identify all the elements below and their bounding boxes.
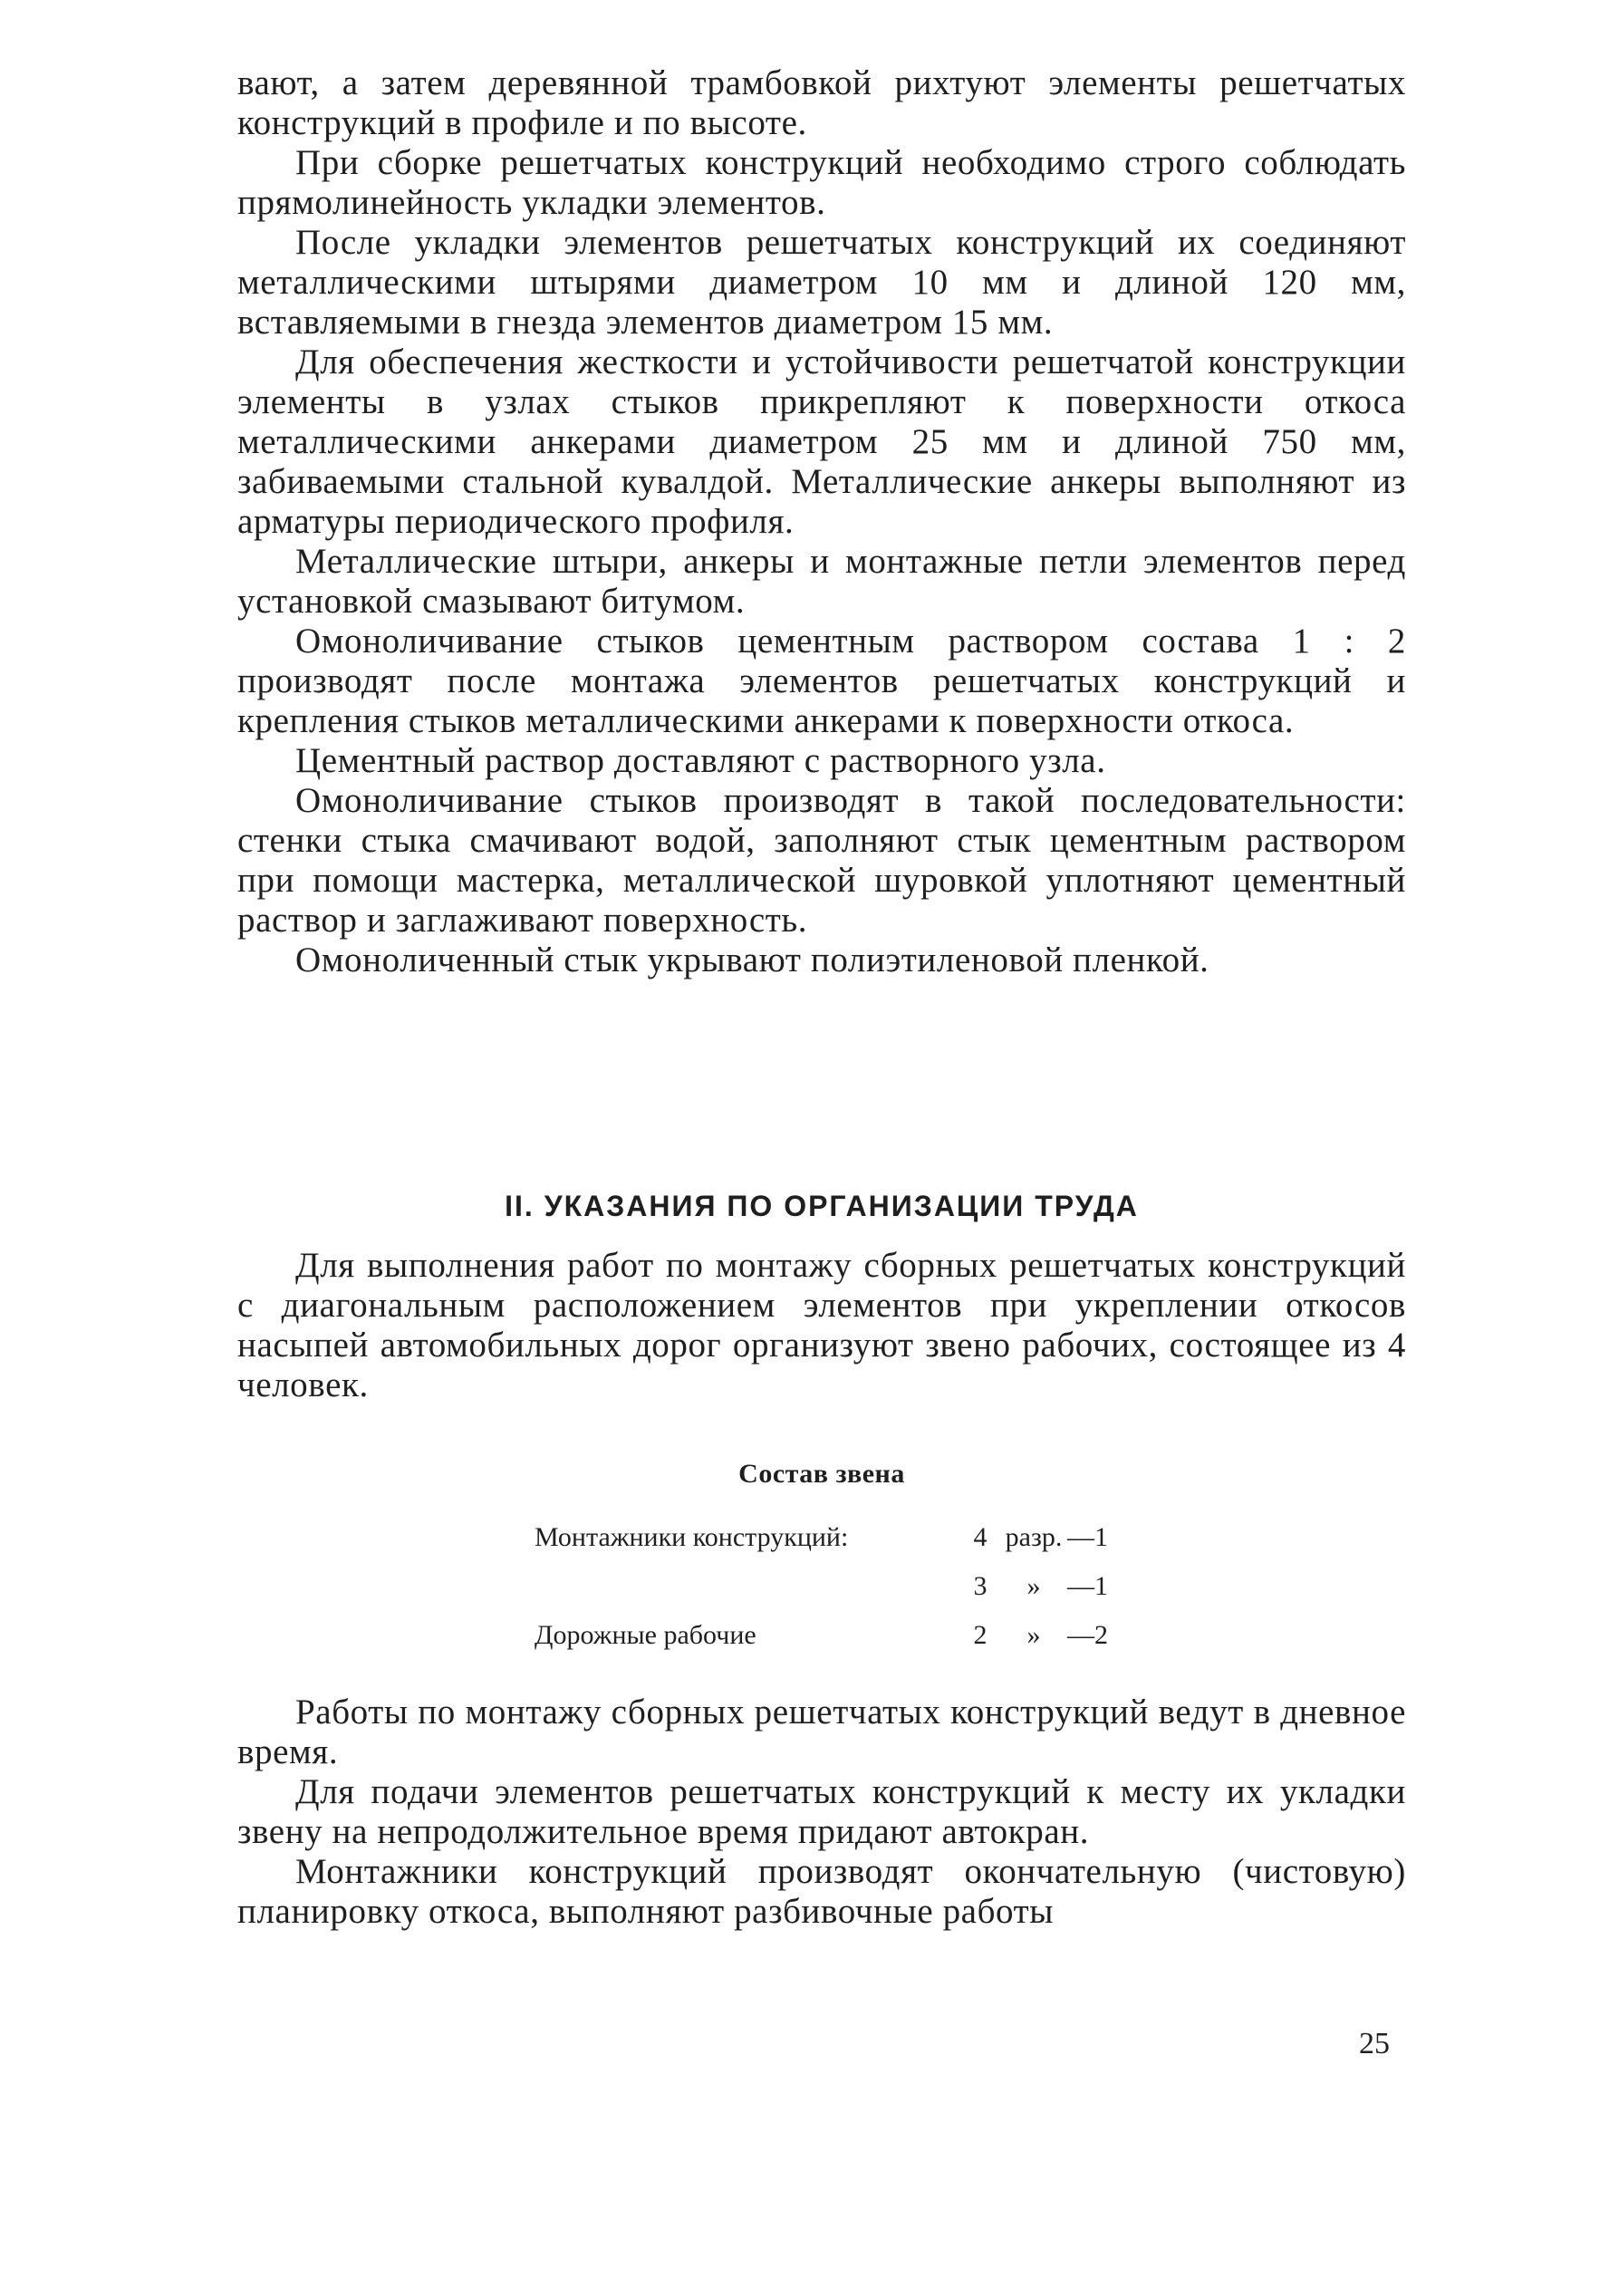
- section-heading: II. УКАЗАНИЯ ПО ОРГАНИЗАЦИИ ТРУДА: [505, 1190, 1139, 1222]
- table-row: [535, 1611, 1131, 1660]
- body-text-bottom: [237, 1693, 1406, 1932]
- paragraph: Цементный раствор доставляют с растворного узла.: [295, 741, 1106, 780]
- paragraph: Для выполнения работ по монтажу сборных решетчатых конструкций с диагональным расположением элементов при укреплении откосов насыпей автомобильных дорог организуют звено рабочих, состоящее из 4 человек.: [237, 1246, 1406, 1404]
- body-text-top: [237, 63, 1406, 980]
- crew-grade: 2: [973, 1620, 988, 1650]
- crew-grade: 4: [973, 1522, 988, 1552]
- paragraph: При сборке решетчатых конструкций необходимо строго соблюдать прямолинейность укладки элементов.: [237, 143, 1406, 222]
- crew-role: Дорожные рабочие: [535, 1620, 756, 1650]
- paragraph: вают, а затем деревянной трамбовкой рихтуют элементы решетчатых конструкций в профиле и по высоте.: [237, 63, 1406, 142]
- paragraph: Омоноличивание стыков производят в такой последовательности: стенки стыка смачивают водой, заполняют стык цементным раствором при помощи мастерка, металлической шуровкой уплотняют цементный раствор и заглаживают поверхность.: [237, 781, 1406, 940]
- crew-role: Монтажники конструкций:: [535, 1522, 849, 1552]
- crew-title-block: [237, 1459, 1406, 1490]
- paragraph: Для подачи элементов решетчатых конструкций к месту их укладки звену на непродолжительное время придают автокран.: [237, 1772, 1406, 1851]
- section-intro-block: [237, 1246, 1406, 1405]
- paragraph: Работы по монтажу сборных решетчатых конструкций ведут в дневное время.: [237, 1693, 1406, 1771]
- paragraph: Для обеспечения жесткости и устойчивости решетчатой конструкции элементы в узлах стыков прикрепляют к поверхности откоса металлическими анкерами диаметром 25 мм и длиной 750 мм, забиваемыми стальной кувалдой. Металлические анкеры выполняют из арматуры периодического профиля.: [237, 342, 1406, 541]
- paragraph: После укладки элементов решетчатых конструкций их соединяют металлическими штырями диаметром 10 мм и длиной 120 мм, вставляемыми в гнезда элементов диаметром 15 мм.: [237, 223, 1406, 342]
- crew-unit: разр.: [1005, 1522, 1063, 1552]
- crew-count: —2: [1067, 1620, 1108, 1650]
- table-row: [535, 1562, 1131, 1611]
- crew-count: —1: [1067, 1571, 1108, 1601]
- paragraph: Омоноличивание стыков цементным раствором состава 1 : 2 производят после монтажа элементов решетчатых конструкций и крепления стыков металлическими анкерами к поверхности откоса.: [237, 622, 1406, 740]
- table-row: [535, 1513, 1131, 1562]
- paragraph: Металлические штыри, анкеры и монтажные петли элементов перед установкой смазывают битумом.: [237, 542, 1406, 621]
- page-number: 25: [1359, 2027, 1390, 2060]
- paragraph: Омоноличенный стык укрывают полиэтиленовой пленкой.: [295, 941, 1209, 979]
- crew-role: [535, 1562, 960, 1611]
- paragraph: Монтажники конструкций производят окончательную (чистовую) планировку откоса, выполняют разбивочные работы: [237, 1852, 1406, 1931]
- crew-title: Состав звена: [738, 1459, 905, 1489]
- crew-count: —1: [1067, 1522, 1108, 1552]
- crew-grade: 3: [973, 1571, 988, 1601]
- crew-table: [535, 1513, 1131, 1660]
- crew-unit: »: [1026, 1571, 1041, 1601]
- crew-unit: »: [1026, 1620, 1041, 1650]
- section-heading-block: [237, 1190, 1406, 1223]
